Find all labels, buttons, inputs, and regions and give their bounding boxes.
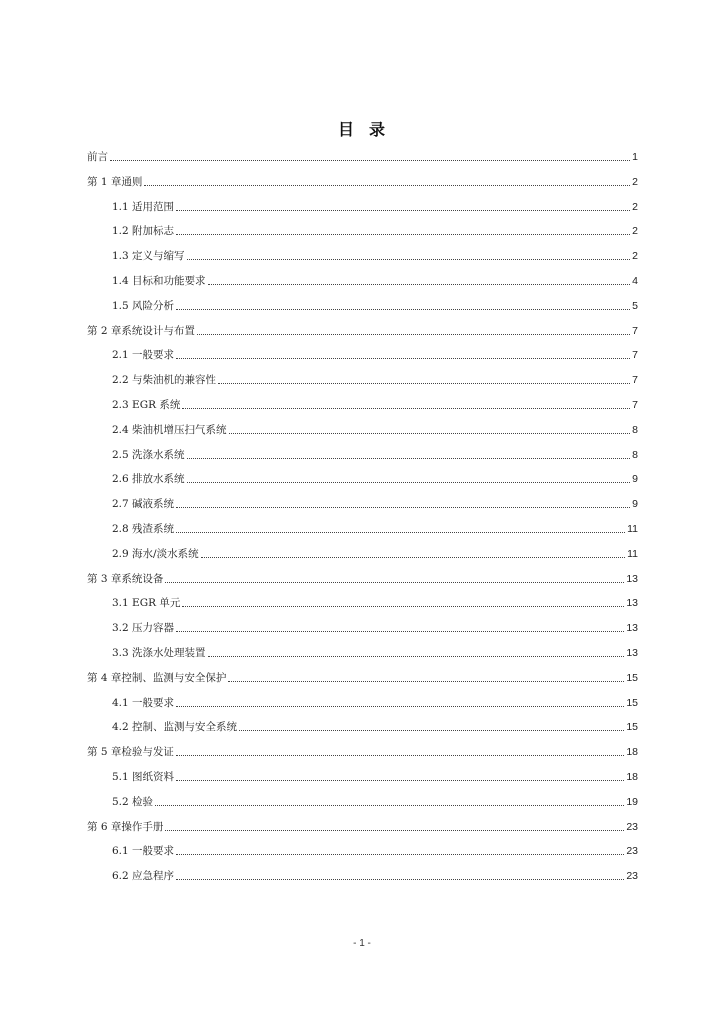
toc-dot-leader xyxy=(187,259,631,260)
toc-entry-label: 1.1 适用范围 xyxy=(112,200,175,213)
toc-entry-page-number: 15 xyxy=(626,671,638,684)
toc-entry-label: 1.5 风险分析 xyxy=(112,299,175,312)
toc-entry-label: 2.9 海水/淡水系统 xyxy=(112,547,199,560)
toc-entry-page-number: 7 xyxy=(632,324,638,337)
toc-entry-label: 4.1 一般要求 xyxy=(112,696,175,709)
toc-entry-page-number: 1 xyxy=(632,151,638,163)
toc-entry-label: 3.1 EGR 单元 xyxy=(112,597,181,610)
toc-entry-page-number: 7 xyxy=(632,399,638,411)
toc-entry-page-number: 2 xyxy=(632,250,638,263)
toc-entry-label: 2.1 一般要求 xyxy=(112,349,175,362)
toc-dot-leader xyxy=(176,755,624,756)
toc-dot-leader xyxy=(176,507,630,508)
toc-dot-leader xyxy=(110,160,630,161)
toc-entry-page-number: 7 xyxy=(632,349,638,362)
toc-entry-label: 2.7 碱液系统 xyxy=(112,498,175,511)
toc-section-entry[interactable] xyxy=(112,640,638,660)
toc-entry-page-number: 15 xyxy=(626,721,638,734)
toc-section-entry[interactable] xyxy=(112,789,638,809)
toc-entry-page-number: 5 xyxy=(632,299,638,312)
toc-heading-char-2: 录 xyxy=(369,120,387,139)
toc-entry-page-number: 13 xyxy=(626,597,638,610)
toc-entry-page-number: 18 xyxy=(626,746,638,759)
toc-section-entry[interactable] xyxy=(112,690,638,710)
toc-entry-label: 2.6 排放水系统 xyxy=(112,473,185,486)
toc-dot-leader xyxy=(176,631,624,632)
toc-section-entry[interactable] xyxy=(112,466,638,486)
toc-section-entry[interactable] xyxy=(112,243,638,263)
toc-entry-label: 3.3 洗涤水处理装置 xyxy=(112,647,206,659)
toc-entry-page-number: 19 xyxy=(626,795,638,808)
page-number-footer: - 1 - xyxy=(353,938,371,949)
toc-entry-label: 2.3 EGR 系统 xyxy=(112,399,181,411)
toc-section-entry[interactable] xyxy=(112,417,638,437)
toc-entry-label: 1.4 目标和功能要求 xyxy=(112,275,206,287)
toc-entry-label: 6.2 应急程序 xyxy=(112,870,175,883)
toc-dot-leader xyxy=(197,334,630,335)
toc-dot-leader xyxy=(155,805,624,806)
toc-entry-label: 2.5 洗涤水系统 xyxy=(112,448,185,461)
toc-section-entry[interactable] xyxy=(112,392,638,412)
toc-dot-leader xyxy=(144,185,630,186)
toc-entry-page-number: 9 xyxy=(632,473,638,486)
toc-chapter-entry[interactable] xyxy=(87,739,638,759)
toc-entry-label: 5.1 图纸资料 xyxy=(112,771,175,783)
toc-section-entry[interactable] xyxy=(112,516,638,536)
toc-dot-leader xyxy=(182,606,624,607)
toc-chapter-entry[interactable] xyxy=(87,318,638,338)
toc-entry-page-number: 13 xyxy=(626,647,638,659)
toc-dot-leader xyxy=(218,383,630,384)
toc-entry-page-number: 9 xyxy=(632,498,638,511)
toc-chapter-entry[interactable] xyxy=(87,814,638,834)
toc-section-entry[interactable] xyxy=(112,342,638,362)
toc-entry-page-number: 23 xyxy=(626,870,638,883)
toc-dot-leader xyxy=(176,780,624,781)
toc-entry-label: 6.1 一般要求 xyxy=(112,845,175,858)
toc-entry-page-number: 13 xyxy=(626,622,638,635)
toc-section-entry[interactable] xyxy=(112,367,638,387)
toc-entry-label: 2.2 与柴油机的兼容性 xyxy=(112,374,217,387)
toc-dot-leader xyxy=(176,210,630,211)
toc-dot-leader xyxy=(176,532,625,533)
toc-dot-leader xyxy=(176,309,630,310)
toc-entry-page-number: 15 xyxy=(626,696,638,709)
toc-entry-label: 第 1 章通则 xyxy=(87,175,143,188)
toc-entry-label: 2.4 柴油机增压扫气系统 xyxy=(112,423,227,436)
toc-section-entry[interactable] xyxy=(112,838,638,858)
toc-dot-leader xyxy=(229,433,631,434)
toc-dot-leader xyxy=(182,408,630,409)
toc-dot-leader xyxy=(165,830,624,831)
toc-chapter-entry[interactable] xyxy=(87,144,638,164)
toc-entry-page-number: 8 xyxy=(632,448,638,461)
toc-entry-page-number: 23 xyxy=(626,845,638,858)
toc-entry-page-number: 13 xyxy=(626,572,638,585)
toc-entry-label: 5.2 检验 xyxy=(112,795,154,808)
toc-dot-leader xyxy=(208,656,625,657)
toc-entry-label: 第 2 章系统设计与布置 xyxy=(87,324,195,337)
toc-entry-page-number: 11 xyxy=(627,523,638,535)
toc-entry-page-number: 11 xyxy=(627,547,638,560)
toc-entry-label: 前言 xyxy=(87,151,108,163)
toc-chapter-entry[interactable] xyxy=(87,665,638,685)
toc-entry-page-number: 2 xyxy=(632,225,638,238)
toc-section-entry[interactable] xyxy=(112,268,638,288)
toc-section-entry[interactable] xyxy=(112,491,638,511)
toc-entry-page-number: 2 xyxy=(632,200,638,213)
toc-section-entry[interactable] xyxy=(112,442,638,462)
toc-section-entry[interactable] xyxy=(112,194,638,214)
toc-entry-label: 第 6 章操作手册 xyxy=(87,820,164,833)
toc-entry-label: 第 5 章检验与发证 xyxy=(87,746,174,759)
toc-dot-leader xyxy=(187,482,631,483)
toc-entry-label: 第 4 章控制、监测与安全保护 xyxy=(87,671,227,684)
toc-entry-label: 1.2 附加标志 xyxy=(112,225,175,238)
toc-entry-label: 3.2 压力容器 xyxy=(112,622,175,635)
toc-section-entry[interactable] xyxy=(112,714,638,734)
toc-entry-label: 4.2 控制、监测与安全系统 xyxy=(112,721,238,734)
toc-dot-leader xyxy=(201,557,626,558)
toc-dot-leader xyxy=(208,284,631,285)
toc-dot-leader xyxy=(176,879,624,880)
toc-heading xyxy=(0,117,724,140)
toc-entry-page-number: 23 xyxy=(626,820,638,833)
toc-section-entry[interactable] xyxy=(112,293,638,313)
toc-dot-leader xyxy=(176,854,624,855)
toc-section-entry[interactable] xyxy=(112,590,638,610)
toc-dot-leader xyxy=(165,582,624,583)
toc-dot-leader xyxy=(228,681,624,682)
toc-section-entry[interactable] xyxy=(112,615,638,635)
toc-entry-label: 1.3 定义与缩写 xyxy=(112,250,185,263)
toc-entry-page-number: 8 xyxy=(632,423,638,436)
toc-section-entry[interactable] xyxy=(112,541,638,561)
toc-dot-leader xyxy=(176,234,630,235)
toc-heading-char-1: 目 xyxy=(337,120,355,139)
toc-dot-leader xyxy=(176,358,630,359)
toc-dot-leader xyxy=(187,458,631,459)
toc-dot-leader xyxy=(239,730,624,731)
toc-dot-leader xyxy=(176,706,624,707)
toc-entry-label: 第 3 章系统设备 xyxy=(87,572,164,585)
toc-entry-page-number: 2 xyxy=(632,175,638,188)
toc-entry-page-number: 7 xyxy=(632,374,638,387)
toc-entry-page-number: 4 xyxy=(632,275,638,287)
toc-section-entry[interactable] xyxy=(112,863,638,883)
toc-section-entry[interactable] xyxy=(112,218,638,238)
toc-section-entry[interactable] xyxy=(112,764,638,784)
toc-entry-page-number: 18 xyxy=(626,771,638,783)
toc-chapter-entry[interactable] xyxy=(87,566,638,586)
toc-chapter-entry[interactable] xyxy=(87,169,638,189)
toc-entry-label: 2.8 残渣系统 xyxy=(112,523,175,535)
